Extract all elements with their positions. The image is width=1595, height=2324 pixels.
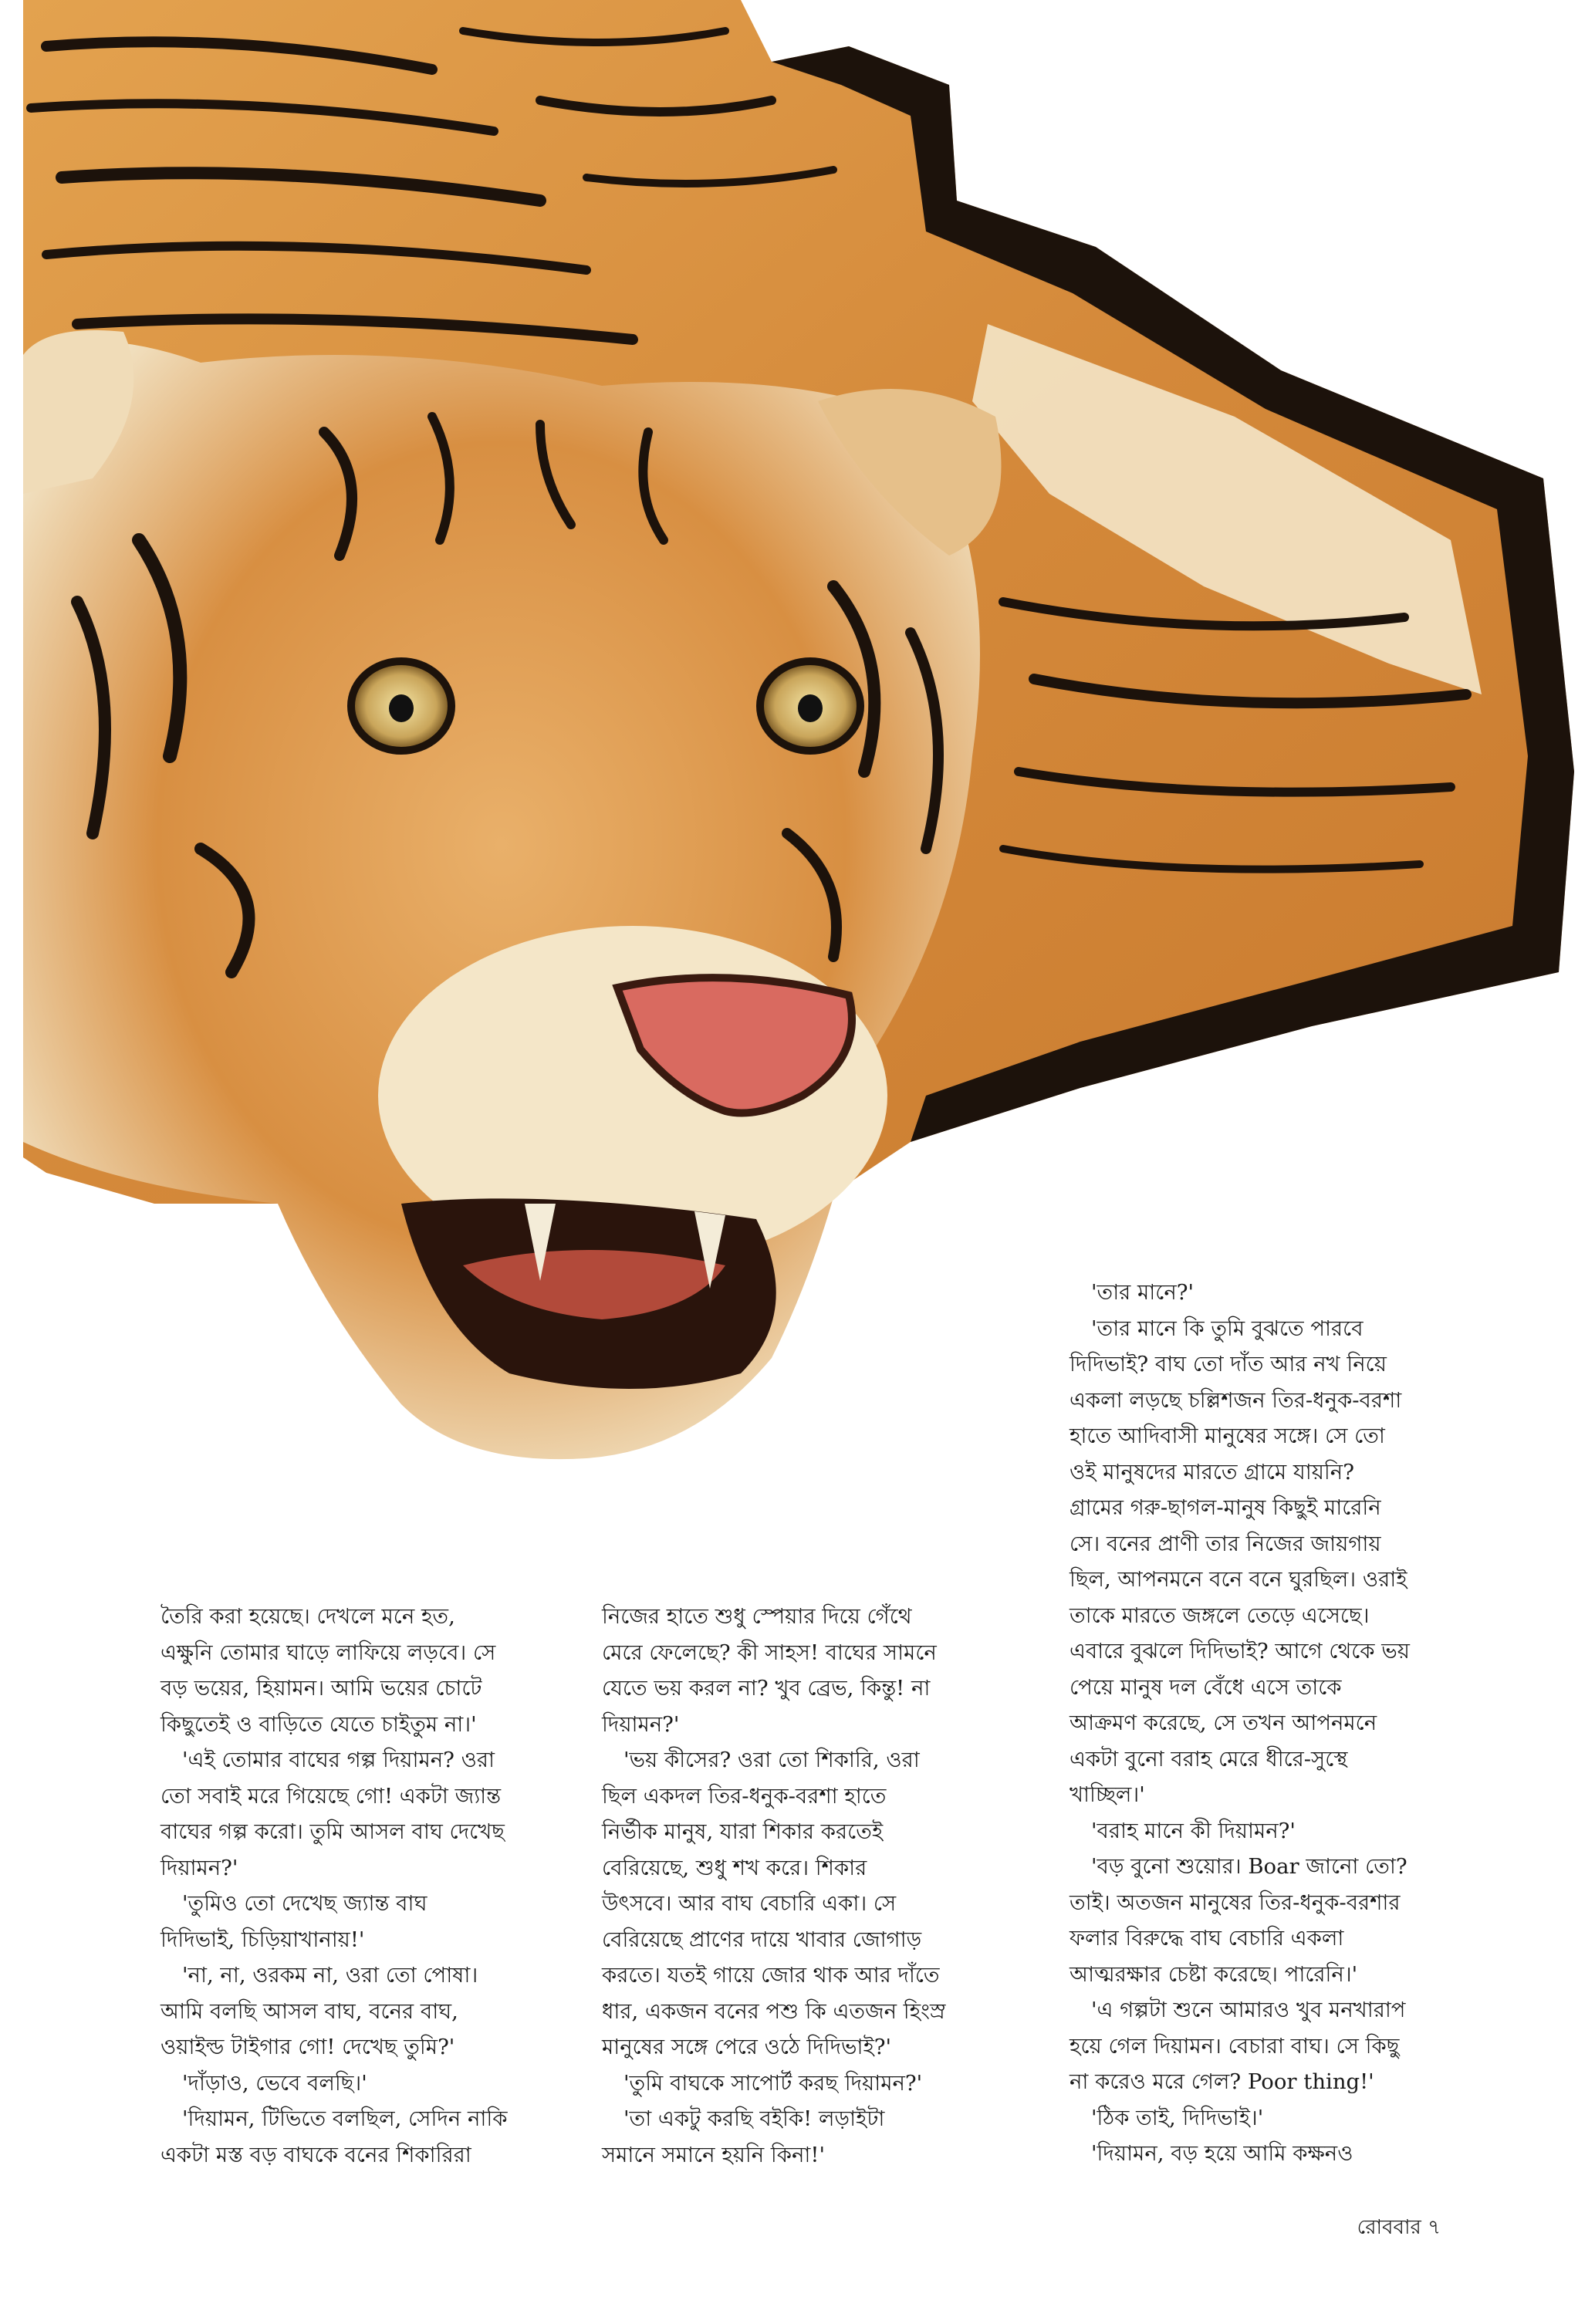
col1-line: 'দাঁড়াও, ভেবে বলছি।': [182, 2070, 367, 2096]
col1-line: 'দিয়ামন, টিভিতে বলছিল, সেদিন নাকি: [182, 2106, 508, 2131]
col2-line: নিজের হাতে শুধু স্পেয়ার দিয়ে গেঁথে: [602, 1604, 912, 1629]
col3-line: তাকে মারতে জঙ্গলে তেড়ে এসেছে।: [1070, 1603, 1370, 1628]
col2-line: 'ভয় কীসের? ওরা তো শিকারি, ওরা: [623, 1748, 920, 1772]
col3-line: 'দিয়ামন, বড় হয়ে আমি কক্ষনও: [1091, 2141, 1353, 2166]
col3-line: 'বড় বুনো শুয়োর। Boar জানো তো?: [1091, 1854, 1407, 1879]
col2-line: যেতে ভয় করল না? খুব ব্রেভ, কিন্তু! না: [602, 1676, 931, 1701]
col2-line: বেরিয়েছে প্রাণের দায়ে খাবার জোগাড়: [602, 1927, 922, 1952]
col3-line: হাতে আদিবাসী মানুষের সঙ্গে। সে তো: [1070, 1424, 1385, 1448]
page-footer: রোববার ৭: [1357, 2216, 1441, 2239]
col1-line: বাঘের গল্প করো। তুমি আসল বাঘ দেখেছ: [161, 1819, 505, 1844]
col3-line: দিদিভাই? বাঘ তো দাঁত আর নখ নিয়ে: [1070, 1352, 1387, 1376]
col3-line: 'তার মানে কি তুমি বুঝতে পারবে: [1091, 1316, 1364, 1341]
col1-line: 'এই তোমার বাঘের গল্প দিয়ামন? ওরা: [182, 1748, 495, 1772]
col2-line: বেরিয়েছে, শুধু শখ করে। শিকার: [602, 1855, 867, 1880]
col3-line: পেয়ে মানুষ দল বেঁধে এসে তাকে: [1070, 1674, 1342, 1700]
col3-line: ছিল, আপনমনে বনে বনে ঘুরছিল। ওরাই: [1070, 1567, 1407, 1592]
col3-line: ওই মানুষদের মারতে গ্রামে যায়নি?: [1070, 1459, 1354, 1485]
col2-line: উৎসবে। আর বাঘ বেচারি একা। সে: [602, 1891, 897, 1916]
col3-line: 'ঠিক তাই, দিদিভাই।': [1091, 2105, 1264, 2130]
col2-line: নির্ভীক মানুষ, যারা শিকার করতেই: [602, 1819, 884, 1844]
col2-line: দিয়ামন?': [602, 1711, 680, 1737]
col3-line: একলা লড়ছে চল্লিশজন তির-ধনুক-বরশা: [1070, 1387, 1402, 1413]
col1-line: তৈরি করা হয়েছে। দেখলে মনে হত,: [161, 1604, 455, 1629]
col2-line: 'তা একটু করছি বইকি! লড়াইটা: [623, 2106, 885, 2131]
col1-line: 'না, না, ওরকম না, ওরা তো পোষা।: [182, 1963, 478, 1988]
col3-line: হয়ে গেল দিয়ামন। বেচারা বাঘ। সে কিছু: [1070, 2033, 1400, 2059]
col1-line: এক্ষুনি তোমার ঘাড়ে লাফিয়ে লড়বে। সে: [161, 1640, 496, 1665]
col2-line: করতে। যতই গায়ে জোর থাক আর দাঁতে: [602, 1963, 940, 1988]
col3-line: 'বরাহ মানে কী দিয়ামন?': [1091, 1818, 1296, 1843]
col1-line: একটা মস্ত বড় বাঘকে বনের শিকারিরা: [161, 2142, 471, 2167]
col3-line: না করেও মরে গেল? Poor thing!': [1070, 2069, 1374, 2094]
col2-line: মেরে ফেলেছে? কী সাহস! বাঘের সামনে: [602, 1640, 937, 1665]
article-column-1: [161, 1599, 577, 2173]
col3-line: সে। বনের প্রাণী তার নিজের জায়গায়: [1070, 1531, 1381, 1556]
col1-line: দিয়ামন?': [161, 1855, 238, 1880]
col3-line: ফলার বিরুদ্ধে বাঘ বেচারি একলা: [1070, 1926, 1344, 1951]
col1-line: কিছুতেই ও বাড়িতে যেতে চাইতুম না।': [161, 1711, 477, 1737]
col1-line: আমি বলছি আসল বাঘ, বনের বাঘ,: [161, 1998, 458, 2024]
col1-line: ওয়াইল্ড টাইগার গো! দেখেছ তুমি?': [161, 2035, 455, 2059]
article-column-2: [602, 1599, 1003, 2173]
article-column-3: [1070, 1275, 1471, 2172]
col2-line: মানুষের সঙ্গে পেরে ওঠে দিদিভাই?': [602, 2035, 892, 2059]
col1-line: তো সবাই মরে গিয়েছে গো! একটা জ্যান্ত: [161, 1783, 502, 1809]
col2-line: সমানে সমানে হয়নি কিনা!': [602, 2142, 826, 2167]
col3-line: আক্রমণ করেছে, সে তখন আপনমনে: [1070, 1711, 1377, 1735]
col3-line: তাই। অতজন মানুষের তির-ধনুক-বরশার: [1070, 1890, 1401, 1915]
col3-line: একটা বুনো বরাহ মেরে ধীরে-সুস্থে: [1070, 1746, 1348, 1772]
col1-line: বড় ভয়ের, হিয়ামন। আমি ভয়ের চোটে: [161, 1676, 482, 1701]
col2-line: 'তুমি বাঘকে সাপোর্ট করছ দিয়ামন?': [623, 2070, 923, 2096]
col3-line: 'এ গল্পটা শুনে আমারও খুব মনখারাপ: [1091, 1998, 1406, 2022]
col3-line: গ্রামের গরু-ছাগল-মানুষ কিছুই মারেনি: [1070, 1495, 1381, 1520]
col1-line: দিদিভাই, চিড়িয়াখানায়!': [161, 1927, 365, 1952]
tiger-left-pupil: [389, 694, 414, 722]
col3-line: এবারে বুঝলে দিদিভাই? আগে থেকে ভয়: [1070, 1639, 1410, 1664]
col2-line: ধার, একজন বনের পশু কি এতজন হিংস্র: [602, 1998, 946, 2024]
col1-line: 'তুমিও তো দেখেছ জ্যান্ত বাঘ: [182, 1891, 427, 1916]
tiger-right-pupil: [798, 694, 823, 722]
col3-line: আত্মরক্ষার চেষ্টা করেছে। পারেনি।': [1070, 1961, 1358, 1987]
col2-line: ছিল একদল তির-ধনুক-বরশা হাতে: [602, 1783, 887, 1809]
col3-line: খাচ্ছিল।': [1070, 1782, 1145, 1807]
col3-line: 'তার মানে?': [1091, 1280, 1195, 1305]
